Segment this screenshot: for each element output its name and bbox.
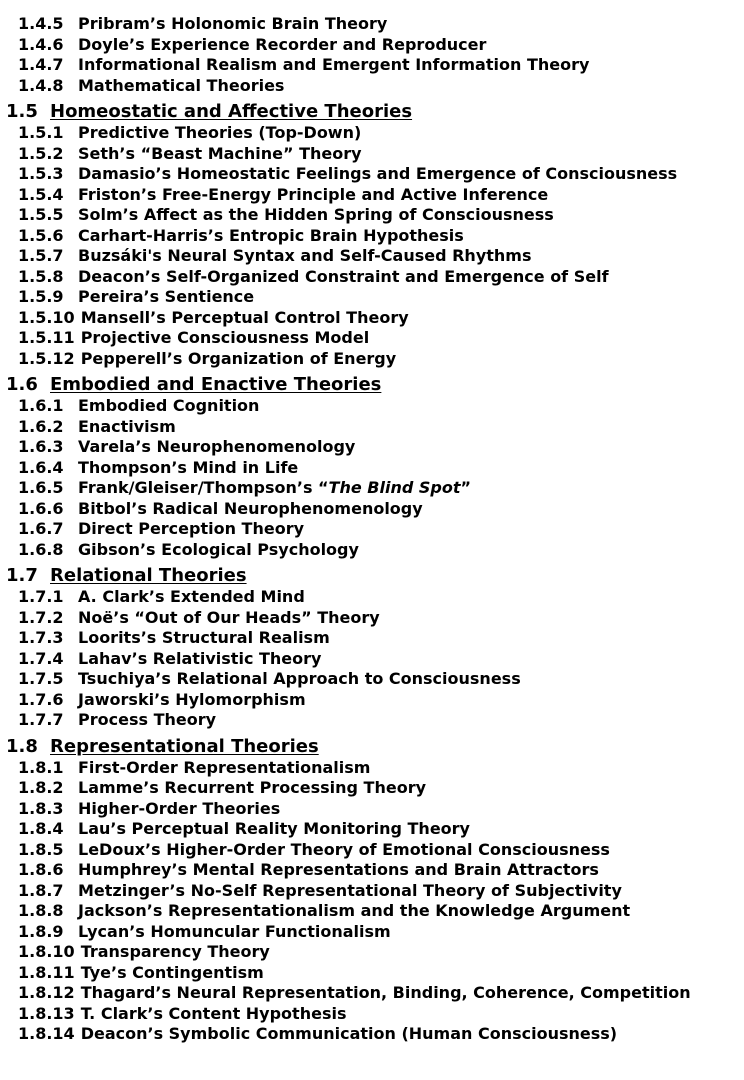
entry-number: 1.6.6 [18,498,64,518]
section-number: 1.7 [6,565,38,586]
entry-title: Noë’s “Out of Our Heads” Theory [78,607,380,627]
entry-title: Lamme’s Recurrent Processing Theory [78,778,427,797]
toc-entry[interactable] [0,1004,744,1025]
entry-title: Doyle’s Experience Recorder and Reproducer [78,34,487,54]
section-title: Homeostatic and Affective Theories [50,101,413,122]
toc-entry[interactable] [0,76,744,97]
entry-title: ” [460,478,471,497]
toc-entry[interactable] [0,144,744,165]
toc-entry[interactable] [0,35,744,56]
toc-entry[interactable] [0,881,744,902]
toc-entry[interactable] [0,1024,744,1045]
toc-entry[interactable] [0,540,744,561]
toc-entry[interactable] [0,758,744,779]
toc-section-heading[interactable] [0,565,744,587]
toc-entry[interactable] [0,55,744,76]
entry-title: Solm’s Affect as the Hidden Spring of Consciousness [78,205,554,224]
entry-title: Transparency Theory [80,942,270,961]
toc-entry[interactable] [0,185,744,206]
toc-entry[interactable] [0,458,744,479]
section-number: 1.8 [6,735,38,757]
entry-number: 1.5.8 [18,266,64,286]
toc-entry[interactable] [0,799,744,820]
entry-number: 1.6.1 [18,396,64,415]
entry-title: Friston’s Free-Energy Principle and Active Inference [78,184,549,204]
entry-title-italic: The Blind Spot [328,478,461,497]
entry-number: 1.4.6 [18,34,64,54]
toc-entry[interactable] [0,123,744,144]
toc-section-heading[interactable] [0,101,744,123]
toc-section-heading[interactable] [0,374,744,396]
section-number: 1.6 [6,374,38,395]
toc-entry[interactable] [0,901,744,922]
entry-number: 1.4.5 [18,14,64,33]
entry-title: LeDoux’s Higher-Order Theory of Emotional Consciousness [78,839,610,859]
entry-number: 1.8.9 [18,921,64,941]
toc-entry[interactable] [0,963,744,984]
entry-title: Thagard’s Neural Representation, Binding, Coherence, Competition [80,983,691,1002]
entry-title: Metzinger’s No-Self Representational Theory of Subjectivity [78,880,622,900]
entry-title: Embodied Cognition [78,396,260,415]
toc-entry[interactable] [0,587,744,608]
entry-number: 1.4.8 [18,75,64,95]
toc-entry[interactable] [0,246,744,267]
toc-entry[interactable] [0,608,744,629]
entry-title: Pereira’s Sentience [78,287,255,306]
toc-entry[interactable] [0,226,744,247]
entry-number: 1.8.10 [18,942,75,961]
entry-title: Damasio’s Homeostatic Feelings and Emergence of Consciousness [78,164,678,183]
section-title: Representational Theories [50,735,319,757]
entry-title: Tye’s Contingentism [80,962,264,982]
toc-entry[interactable] [0,860,744,881]
toc-entry[interactable] [0,942,744,963]
entry-title: First-Order Representationalism [78,757,371,777]
entry-title: Projective Consciousness Model [80,328,370,347]
toc-entry[interactable] [0,349,744,370]
entry-number: 1.7.3 [18,628,64,647]
toc-entry[interactable] [0,628,744,649]
entry-title: Humphrey’s Mental Representations and Brain Attractors [78,860,599,879]
entry-number: 1.8.4 [18,819,64,838]
entry-number: 1.6.4 [18,457,64,477]
entry-number: 1.7.1 [18,587,64,606]
toc-entry[interactable] [0,287,744,308]
toc-entry[interactable] [0,649,744,670]
entry-number: 1.8.1 [18,757,64,777]
entry-title: Enactivism [78,416,176,436]
toc-entry[interactable] [0,328,744,349]
entry-number: 1.4.7 [18,55,64,74]
entry-title: T. Clark’s Content Hypothesis [80,1003,347,1023]
toc-entry[interactable] [0,499,744,520]
entry-title: Carhart-Harris’s Entropic Brain Hypothesis [78,225,464,245]
entry-number: 1.5.6 [18,225,64,245]
entry-title: Mansell’s Perceptual Control Theory [80,307,409,327]
entry-title: Deacon’s Symbolic Communication (Human Consciousness) [80,1024,618,1043]
entry-title: Deacon’s Self-Organized Constraint and Emergence of Self [78,266,609,286]
toc-entry[interactable] [0,922,744,943]
entry-number: 1.5.1 [18,123,64,142]
entry-title: Buzsáki's Neural Syntax and Self-Caused Rhythms [78,246,532,265]
entry-number: 1.8.7 [18,880,64,900]
entry-title: Pepperell’s Organization of Energy [80,348,397,368]
entry-number: 1.8.2 [18,778,64,797]
entry-number: 1.8.12 [18,983,75,1002]
entry-number: 1.8.8 [18,901,64,920]
entry-number: 1.8.11 [18,962,75,982]
toc-entry[interactable] [0,14,744,35]
entry-number: 1.6.8 [18,539,64,559]
entry-number: 1.5.7 [18,246,64,265]
entry-title: Tsuchiya’s Relational Approach to Consciousness [78,669,521,688]
entry-number: 1.8.14 [18,1024,75,1043]
entry-title: Jaworski’s Hylomorphism [78,689,306,709]
entry-number: 1.7.7 [18,710,64,729]
entry-number: 1.8.3 [18,798,64,818]
section-title: Embodied and Enactive Theories [50,374,382,395]
entry-title: Process Theory [78,710,217,729]
entry-title: Seth’s “Beast Machine” Theory [78,143,362,163]
toc-entry[interactable] [0,669,744,690]
entry-title: Direct Perception Theory [78,519,305,538]
entry-number: 1.6.3 [18,437,64,456]
entry-title: Mathematical Theories [78,75,285,95]
entry-number: 1.5.3 [18,164,64,183]
entry-title: Loorits’s Structural Realism [78,628,330,647]
toc-entry[interactable] [0,690,744,711]
entry-number: 1.8.13 [18,1003,75,1023]
entry-number: 1.5.5 [18,205,64,224]
entry-title: Frank/Gleiser/Thompson’s “ [78,478,329,497]
toc-entry[interactable] [0,417,744,438]
toc-entry[interactable] [0,478,744,499]
entry-title: Lycan’s Homuncular Functionalism [78,921,391,941]
toc-entry[interactable] [0,308,744,329]
entry-title: Lahav’s Relativistic Theory [78,648,322,668]
entry-number: 1.6.5 [18,478,64,497]
toc-entry[interactable] [0,710,744,731]
entry-number: 1.6.2 [18,416,64,436]
entry-number: 1.5.11 [18,328,75,347]
toc-entry[interactable] [0,205,744,226]
toc-entry[interactable] [0,164,744,185]
entry-title: Higher-Order Theories [78,798,281,818]
entry-number: 1.5.9 [18,287,64,306]
entry-number: 1.7.4 [18,648,64,668]
entry-title: Jackson’s Representationalism and the Knowledge Argument [78,901,631,920]
entry-number: 1.8.6 [18,860,64,879]
toc-entry[interactable] [0,778,744,799]
entry-title: A. Clark’s Extended Mind [78,587,305,606]
entry-title: Thompson’s Mind in Life [78,457,299,477]
entry-number: 1.7.5 [18,669,64,688]
entry-number: 1.5.4 [18,184,64,204]
toc-section-heading[interactable] [0,736,744,758]
entry-title: Varela’s Neurophenomenology [78,437,356,456]
section-number: 1.5 [6,101,38,122]
entry-number: 1.5.12 [18,348,75,368]
entry-title: Informational Realism and Emergent Information Theory [78,55,590,74]
section-title: Relational Theories [50,565,247,586]
entry-title: Pribram’s Holonomic Brain Theory [78,14,388,33]
entry-number: 1.7.6 [18,689,64,709]
entry-title: Predictive Theories (Top-Down) [78,123,362,142]
entry-number: 1.6.7 [18,519,64,538]
toc-entry[interactable] [0,519,744,540]
toc-entry[interactable] [0,437,744,458]
entry-title: Lau’s Perceptual Reality Monitoring Theory [78,819,470,838]
toc-entry[interactable] [0,396,744,417]
entry-number: 1.7.2 [18,607,64,627]
entry-title: Bitbol’s Radical Neurophenomenology [78,498,423,518]
toc-entry[interactable] [0,840,744,861]
entry-number: 1.8.5 [18,839,64,859]
toc-entry[interactable] [0,819,744,840]
entry-number: 1.5.10 [18,307,75,327]
toc-entry[interactable] [0,983,744,1004]
toc-entry[interactable] [0,267,744,288]
entry-number: 1.5.2 [18,143,64,163]
entry-title: Gibson’s Ecological Psychology [78,539,359,559]
